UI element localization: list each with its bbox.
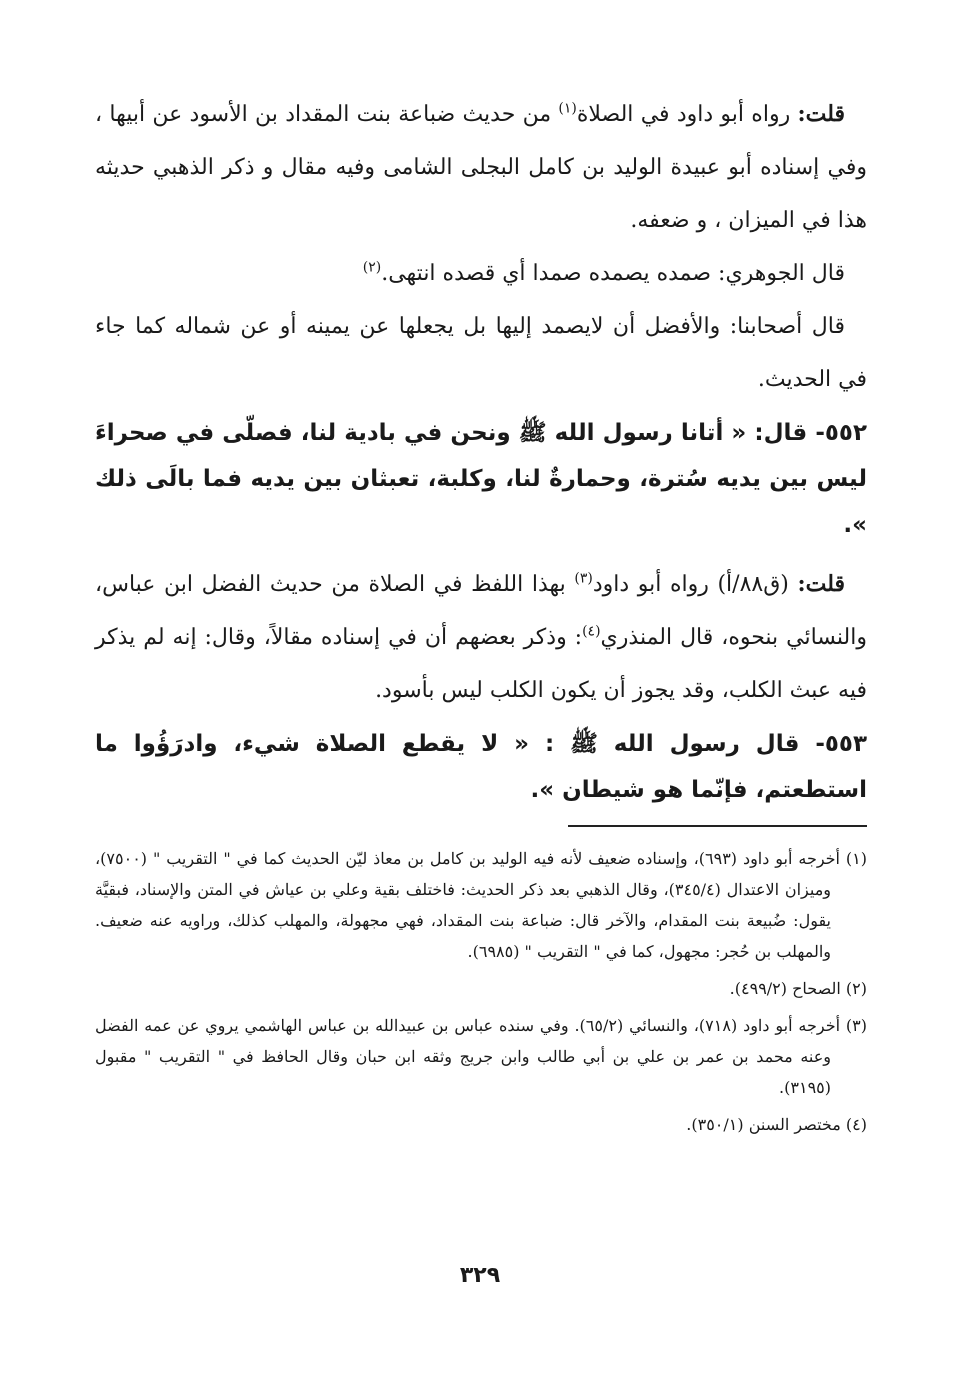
paragraph-2	[95, 247, 867, 300]
hadith-552-block	[95, 410, 867, 548]
footnote-1: (١) أخرجه أبو داود (٦٩٣)، وإسناده ضعيف لأنه فيه الوليد بن كامل بن معاذ ليّن الحديث كما في " التقريب " (٧٥٠٠)، وميزان الاعتدال (٣٤٥/٤)، وقال الذهبي بعد ذكر الحديث: فاختلف بقية وعلي بن عياش في المتن والإسناد، فبقيَّة يقول: ضُبيعة بنت المقدام، والآخر قال: ضباعة بنت المقداد، فهي مجهولة، والمهلب كذلك، وراويه عنه ضعيف. والمهلب بن حُجر: مجهول، كما في " التقريب " (٦٩٨٥).	[95, 849, 868, 961]
footnote-divider	[568, 825, 867, 827]
footnote-ref-1: (١)	[558, 100, 577, 117]
hadith-553: ٥٥٣- قال رسول الله ﷺ : « لا يقطع الصلاة شيء، وادرَؤُوا ما استطعتم، فإنّما هو شيطان ».	[95, 731, 867, 803]
paragraph-1-text-b: من حديث ضباعة بنت المقداد بن الأسود عن أبيها ، وفي إسناده أبو عبيدة الوليد بن كامل البجلى الشامى وفيه مقال و ذكر الذهبي حديثه هذا في الميزان ، و ضعفه.	[95, 102, 867, 233]
paragraph-1-text-a: رواه أبو داود في الصلاة	[576, 102, 798, 127]
paragraph-4-text-c: : وذكر بعضهم أن في إسناده مقالاً، وقال: إنه لم يذكر فيه عبث الكلب، وقد يجوز أن يكون الكلب ليس بأسود.	[95, 625, 867, 703]
footnotes	[95, 843, 867, 1146]
paragraph-4-text-b: بهذا اللفظ في الصلاة من حديث الفضل ابن عباس، والنسائي بنحوه، قال المنذري	[95, 572, 867, 650]
paragraph-1	[95, 88, 867, 247]
qult-label-2: قلت:	[797, 571, 845, 597]
paragraph-2-text: قال الجوهري: صمده يصمده صمدا أي قصده انتهى.	[381, 261, 845, 286]
paragraph-3: قال أصحابنا: والأفضل أن لايصمد إليها بل يجعلها عن يمينه أو عن شماله كما جاء في الحديث.	[95, 314, 867, 392]
footnote-ref-2: (٢)	[362, 259, 382, 276]
footnote-ref-3: (٣)	[574, 570, 593, 587]
paragraph-4-text-a: (ق٨٨/أ) رواه أبو داود	[592, 572, 798, 597]
page-number: ٣٢٩	[459, 1263, 501, 1288]
qult-label: قلت:	[797, 101, 845, 127]
footnote-4: (٤) مختصر السنن (٣٥٠/١).	[686, 1115, 867, 1134]
hadith-553-block	[95, 721, 867, 813]
paragraph-4	[95, 558, 867, 717]
hadith-552: ٥٥٢- قال: « أتانا رسول الله ﷺ ونحن في بادية لنا، فصلّى في صحراءَ ليس بين يديه سُترة، وحمارةٌ لنا، وكلبة، تعبثان بين يديه فما بالَى ذلك ».	[95, 420, 867, 538]
footnote-2: (٢) الصحاح (٤٩٩/٢).	[729, 979, 867, 998]
footnote-3: (٣) أخرجه أبو داود (٧١٨)، والنسائي (٦٥/٢). وفي سنده عباس بن عبيدالله بن عباس الهاشمي يروي عن عمه الفضل وعنه محمد بن عمر بن علي بن أبي طالب وابن جريج وثقه ابن حبان وقال الحافظ في " التقريب " مقبول (٣١٩٥).	[95, 1016, 867, 1097]
footnote-ref-4: (٤)	[582, 623, 601, 640]
main-text	[95, 88, 867, 823]
